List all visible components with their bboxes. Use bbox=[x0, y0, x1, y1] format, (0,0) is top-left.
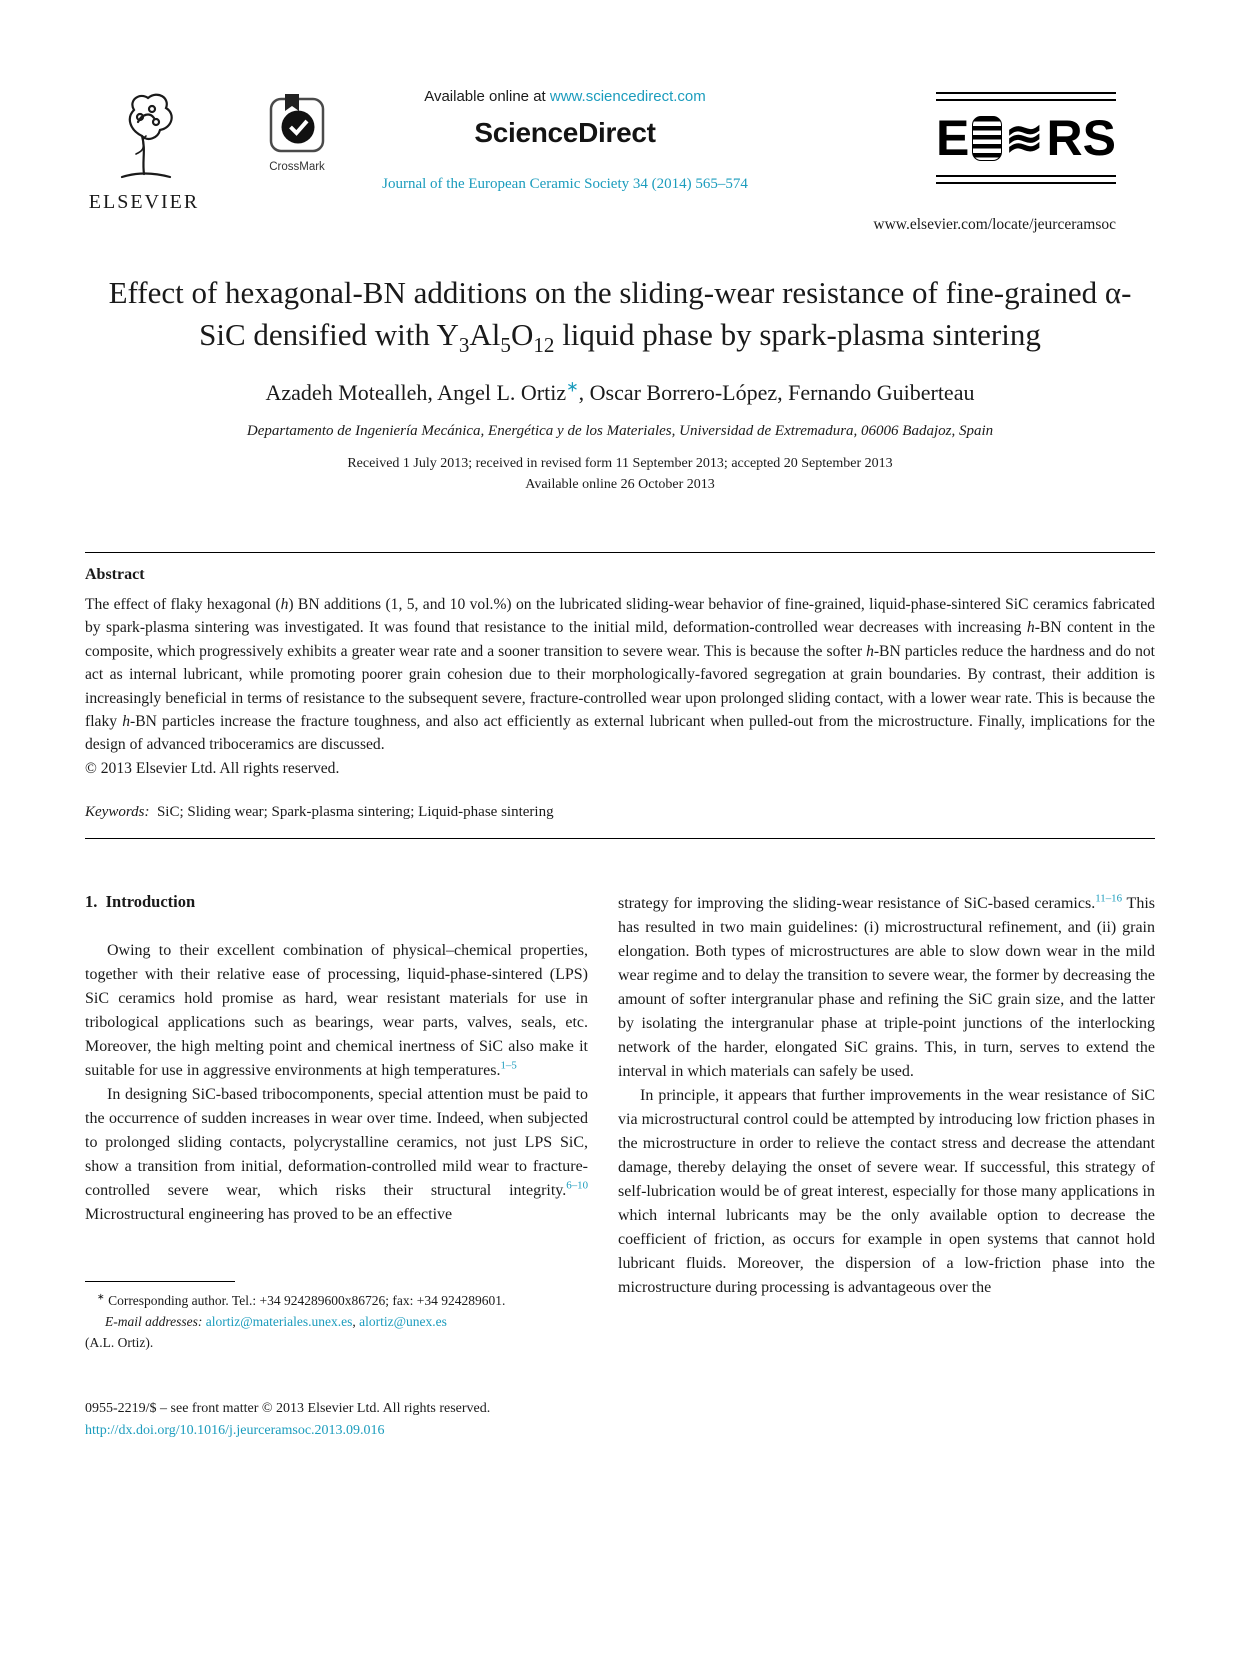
intro-section-heading: 1. Introduction bbox=[85, 892, 196, 911]
keywords-line: Keywords: SiC; Sliding wear; Spark-plasma sintering; Liquid-phase sintering bbox=[85, 804, 554, 821]
affiliation: Departamento de Ingeniería Mecánica, Energética y de los Materiales, Universidad de Extremadura, 06006 Badajoz, Spain bbox=[246, 423, 994, 440]
title-block bbox=[95, 272, 1145, 495]
abstract-text: The effect of flaky hexagonal (h) BN additions (1, 5, and 10 vol.%) on the lubricated sliding-wear behavior of fine-grained, liquid-phase-sintered SiC ceramics fabricated by spark-plasma sintering was investigated. It was found that resistance to the initial mild, deformation-controlled wear decreases with increasing h-BN content in the composite, which progressively exhibits a greater wear rate and a sooner transition to severe wear. This is because the softer h-BN particles reduce the hardness and do not act as internal lubricant, while promoting poorer grain cohesion due to their morphologically-favored segregation at grain boundaries. By contrast, their addition is increasingly beneficial in terms of resistance to the subsequent severe, fracture-controlled wear upon prolonged sliding contact, with a lower wear rate. This is because the flaky h-BN particles increase the fracture toughness, and also act efficiently as external lubricant when pulled-out from the microstructure. Finally, implications for the design of advanced triboceramics are discussed. bbox=[85, 596, 1155, 754]
abstract-section bbox=[85, 552, 1155, 839]
available-online-date: Available online 26 October 2013 bbox=[525, 477, 715, 493]
crossmark-icon bbox=[268, 92, 326, 154]
received-dates bbox=[95, 453, 1145, 495]
crossmark-label: CrossMark bbox=[269, 161, 325, 173]
right-column-paragraph-2: In principle, it appears that further improvements in the wear resistance of SiC via microstructural control could be attempted by introducing low friction phases in the microstructure in order to relieve the contact stress and decrease the attendant damage, thereby delaying the onset of severe wear. If successful, this strategy of self-lubrication would be of great interest, especially for those many applications in which internal lubricants may be the only available option to decrease the coefficient of friction, as occurs for example in open systems that cannot hold lubricant fluids. Moreover, the dispersion of a low-friction phase into the microstructure during processing is advantageous over the bbox=[618, 1087, 1155, 1296]
author-line: Azadeh Motealleh, Angel L. Ortiz∗, Oscar Borrero-López, Fernando Guiberteau bbox=[265, 379, 975, 406]
intro-paragraph-2: In designing SiC-based tribocomponents, special attention must be paid to the occurrence of sudden increases in wear over time. Indeed, when subjected to prolonged sliding contacts, polycrystalline ceramics, not just LPS SiC, show a transition from initial, deformation-controlled mild wear to fracture-controlled severe wear, which risks their structural integrity.$^{6-10}$ Microstructural engineering has proved to be an effective bbox=[85, 1086, 588, 1223]
ecers-letter-e: E bbox=[936, 110, 970, 166]
right-column bbox=[618, 892, 1155, 1443]
ecers-logo-block bbox=[936, 92, 1116, 184]
body-columns bbox=[85, 892, 1155, 1443]
sciencedirect-wordmark: ScienceDirect bbox=[474, 117, 656, 148]
abstract-rule-top bbox=[85, 552, 1155, 553]
corresponding-author-asterisk[interactable]: ∗ bbox=[566, 379, 579, 396]
available-online-line: Available online at www.sciencedirect.com bbox=[424, 88, 706, 105]
corresponding-author-note: ∗ Corresponding author. Tel.: +34 924289600x86726; fax: +34 924289601. bbox=[97, 1291, 506, 1308]
front-matter-block bbox=[85, 1398, 588, 1443]
article-title: Effect of hexagonal-BN additions on the sliding-wear resistance of fine-grained α-SiC densified with $Y_3Al_5O_{12}$ liquid phase by spark-plasma sintering bbox=[108, 275, 1132, 358]
doi-link[interactable]: http://dx.doi.org/10.1016/j.jeurceramsoc.2013.09.016 bbox=[85, 1423, 385, 1439]
sciencedirect-url-link[interactable]: www.sciencedirect.com bbox=[549, 88, 706, 105]
footnote-name-line: (A.L. Ortiz). bbox=[85, 1334, 154, 1350]
ecers-rule-top bbox=[936, 92, 1116, 101]
ecers-waves-glyph: ≋ bbox=[1004, 112, 1044, 164]
intro-paragraph-1: Owing to their excellent combination of physical–chemical properties, together with their relative ease of processing, liquid-phase-sintered (LPS) SiC ceramics hold promise as hard, wear resistant materials for use in tribological applications such as bearings, wear parts, valves, seals, etc. Moreover, the high melting point and chemical inertness of SiC also make it suitable for use in aggressive environments at high temperatures.$^{1-5}$ bbox=[85, 942, 588, 1079]
footnote-rule bbox=[85, 1281, 235, 1282]
journal-homepage-url: www.elsevier.com/locate/jeurceramsoc bbox=[873, 216, 1116, 233]
citation-ref-link[interactable]: 1–5 bbox=[500, 1059, 517, 1072]
journal-citation-link[interactable]: Journal of the European Ceramic Society 34 (2014) 565–574 bbox=[382, 176, 748, 192]
email-addresses-line: E-mail addresses: alortiz@materiales.unex.es, alortiz@unex.es bbox=[105, 1313, 447, 1329]
ecers-striped-glyph bbox=[972, 116, 1002, 161]
received-line: Received 1 July 2013; received in revised form 11 September 2013; accepted 20 September 2013 bbox=[347, 456, 893, 472]
citation-ref-link[interactable]: 6–10 bbox=[566, 1179, 588, 1192]
crossmark-badge[interactable] bbox=[262, 92, 332, 173]
footnote-block bbox=[85, 1281, 588, 1354]
right-column-paragraph-1: strategy for improving the sliding-wear resistance of SiC-based ceramics.$^{11-16}$ This has resulted in two main guidelines: (i) microstructural refinement, and (ii) grain elongation. Both types of microstructures are able to slow down wear in the mild wear regime and to delay the transition to severe wear, the former by decreasing the amount of softer intergranular phase and refining the SiC grain size, and the latter by isolating the intergranular phase at triple-point junctions of the interlocking network of the harder, elongated SiC grains. This, in turn, serves to extend the interval in which materials can safely be used. bbox=[618, 892, 1156, 1080]
email-link[interactable]: alortiz@materiales.unex.es bbox=[205, 1313, 353, 1329]
citation-ref-link[interactable]: 11–16 bbox=[1095, 892, 1123, 905]
ecers-letters-rs: RS bbox=[1046, 110, 1116, 166]
abstract-heading: Abstract bbox=[85, 566, 145, 583]
ecers-logo bbox=[936, 101, 1116, 175]
elsevier-logo-block bbox=[84, 84, 204, 214]
sciencedirect-header-block bbox=[330, 88, 800, 193]
elsevier-tree-icon bbox=[92, 84, 196, 184]
elsevier-wordmark: ELSEVIER bbox=[88, 191, 200, 213]
email-link[interactable]: alortiz@unex.es bbox=[359, 1313, 447, 1329]
copyright-line: © 2013 Elsevier Ltd. All rights reserved. bbox=[85, 759, 340, 777]
abstract-rule-bottom bbox=[85, 838, 1155, 839]
ecers-rule-bottom bbox=[936, 175, 1116, 184]
left-column bbox=[85, 892, 588, 1443]
issn-line: 0955-2219/$ – see front matter © 2013 Elsevier Ltd. All rights reserved. bbox=[85, 1400, 491, 1416]
